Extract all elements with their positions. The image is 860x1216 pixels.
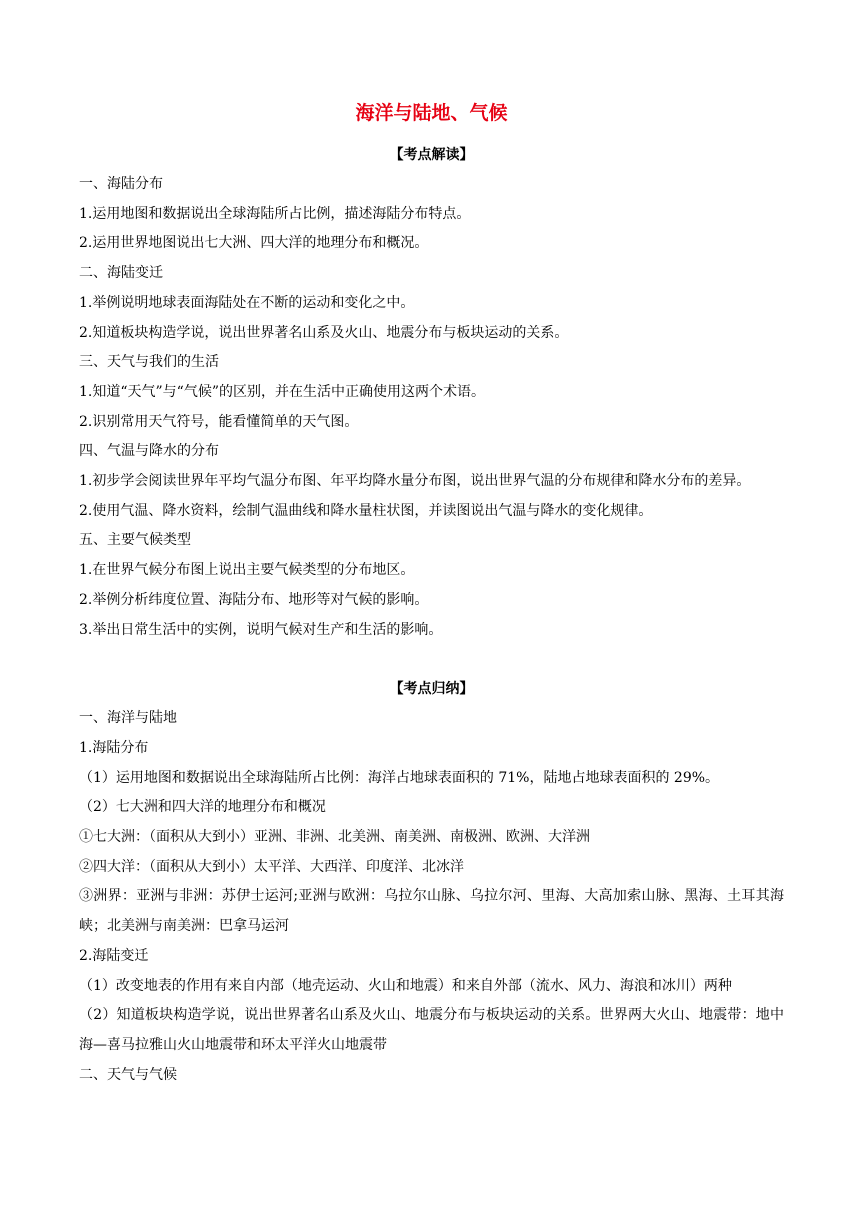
outline-item: 2.运用世界地图说出七大洲、四大洋的地理分布和概况。	[79, 235, 429, 252]
outline-subitem: ①七大洲：（面积从大到小）亚洲、非洲、北美洲、南美洲、南极洲、欧洲、大洋洲	[79, 829, 590, 846]
outline-subitem: （2）七大洲和四大洋的地理分布和概况	[79, 799, 326, 816]
outline-item: 1.运用地图和数据说出全球海陆所占比例，描述海陆分布特点。	[79, 205, 471, 222]
outline-heading: 四、气温与降水的分布	[79, 443, 219, 460]
section-kaodian-guina	[79, 674, 784, 1090]
outline-subitem: ②四大洋：（面积从大到小）太平洋、大西洋、印度洋、北冰洋	[79, 858, 464, 875]
section-heading: 【考点解读】	[389, 147, 474, 163]
outline-heading: 一、海陆分布	[79, 176, 163, 192]
outline-heading: 五、主要气候类型	[79, 532, 191, 549]
outline-item: 1.知道“天气”与“气候”的区别，并在生活中正确使用这两个术语。	[79, 383, 485, 400]
section-kaodian-jiedu	[79, 140, 784, 645]
outline-item: 2.使用气温、降水资料，绘制气温曲线和降水量柱状图，并读图说出气温与降水的变化规律。	[79, 502, 653, 519]
section-heading: 【考点归纳】	[389, 681, 474, 698]
outline-item: 2.举例分析纬度位置、海陆分布、地形等对气候的影响。	[79, 591, 429, 608]
outline-subitem: （1）改变地表的作用有来自内部（地壳运动、火山和地震）和来自外部（流水、风力、海浪和冰川）两种	[79, 977, 732, 994]
outline-item: 2.知道板块构造学说，说出世界著名山系及火山、地震分布与板块运动的关系。	[79, 324, 569, 341]
outline-heading: 一、海洋与陆地	[79, 710, 177, 727]
outline-subitem: （1）运用地图和数据说出全球海陆所占比例：海洋占地球表面积的 71%，陆地占地球表面积的 29%。	[79, 769, 720, 786]
section-spacer	[79, 645, 784, 674]
outline-item: 1.举例说明地球表面海陆处在不断的运动和变化之中。	[79, 294, 415, 311]
outline-item: 1.在世界气候分布图上说出主要气候类型的分布地区。	[79, 562, 415, 579]
outline-item: 1.海陆分布	[79, 739, 149, 756]
outline-subitem: （2）知道板块构造学说，说出世界著名山系及火山、地震分布与板块运动的关系。世界两大火山、地震带：地中海—喜马拉雅山火山地震带和环太平洋火山地震带	[79, 1007, 784, 1053]
outline-item: 2.识别常用天气符号，能看懂简单的天气图。	[79, 413, 359, 430]
outline-item: 2.海陆变迁	[79, 947, 149, 964]
outline-subitem: ③洲界：亚洲与非洲：苏伊士运河;亚洲与欧洲：乌拉尔山脉、乌拉尔河、里海、大高加索山脉、黑海、土耳其海峡；北美洲与南美洲：巴拿马运河	[79, 888, 784, 935]
outline-heading: 二、天气与气候	[79, 1066, 177, 1083]
document-page	[79, 98, 784, 1090]
outline-heading: 二、海陆变迁	[79, 265, 163, 282]
document-title: 海洋与陆地、气候	[355, 102, 508, 124]
outline-heading: 三、天气与我们的生活	[79, 354, 219, 371]
outline-item: 3.举出日常生活中的实例，说明气候对生产和生活的影响。	[79, 621, 443, 638]
outline-item: 1.初步学会阅读世界年平均气温分布图、年平均降水量分布图，说出世界气温的分布规律和降水分布的差异。	[79, 473, 751, 490]
